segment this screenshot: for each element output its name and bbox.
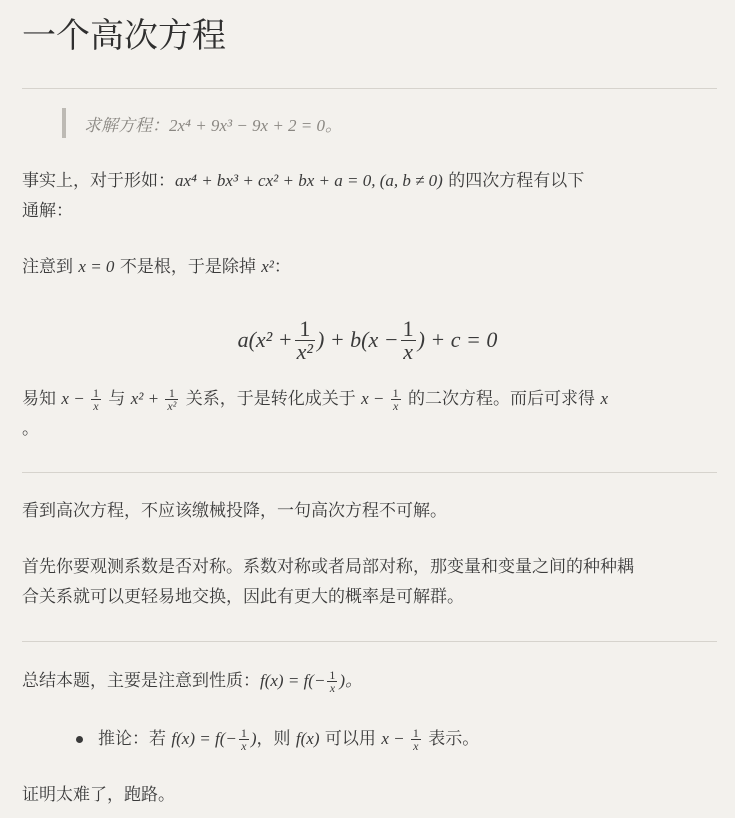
bullet-t1: 推论：若 [98,729,172,749]
property-equation-end: )。 [339,671,363,690]
para3-m3: x − [361,389,389,408]
para5-line1: 首先你要观测系数是否对称。系数对称或者局部对称，那变量和变量之间的种种耦 [22,557,634,577]
para3-m4: x [600,389,609,408]
fraction-numerator: 1 [165,387,178,400]
para1-line2: 通解： [22,201,73,221]
para2-prefix: 注意到 [22,257,79,277]
para1-prefix: 事实上，对于形如： [22,171,175,191]
bullet-m3: x − [381,729,409,748]
para3-m2: x² + [130,389,164,408]
fraction-numerator: 1 [295,318,315,341]
fraction-numerator: 1 [92,386,99,400]
fraction-numerator: 1 [412,726,419,740]
paragraph-substitution [22,384,717,444]
para5-line2: 合关系就可以更轻易地交换，因此有更大的概率是可解群。 [22,587,464,607]
paragraph-general-form [22,166,717,226]
fraction-denominator: x² [296,338,313,364]
x-equals-zero: x = 0 [78,257,115,276]
fraction-1-over-x [401,315,416,364]
display-part-2: ) + b(x − [317,327,399,352]
paragraph-closing: 证明太难了，跑路。 [22,785,175,805]
divider [22,472,717,473]
display-part-3: ) + c = 0 [417,327,498,352]
list-item [98,724,479,754]
para3-m1: x − [61,389,89,408]
quote-equation: 2x⁴ + 9x³ − 9x + 2 = 0。 [169,115,343,135]
divider [22,88,717,89]
bullet-t3: 可以用 [319,729,382,749]
small-fraction [165,387,178,412]
small-fraction [91,387,101,412]
small-fraction [239,727,249,752]
bullet-t2: ，则 [256,729,296,749]
fraction-numerator: 1 [240,726,247,740]
paragraph-symmetry [22,552,717,612]
para3-t4: 的二次方程。而后可求得 [402,389,601,409]
para2-middle: 不是根，于是除掉 [114,257,262,277]
bullet-t4: 表示。 [422,729,480,749]
fraction-denominator: x [392,399,399,413]
para1-suffix: 的四次方程有以下 [442,171,585,191]
display-equation [0,312,735,368]
para3-t1: 易知 [22,389,62,409]
quote-label: 求解方程： [84,115,169,136]
bullet-dot [76,736,83,743]
blockquote [62,108,342,138]
fraction-denominator: x [403,338,413,364]
paragraph-summary [22,666,717,696]
display-part-1: a(x² + [237,327,293,352]
fraction-denominator: x [93,399,99,413]
para3-t2: 与 [102,389,131,409]
fraction-denominator: x [329,681,336,695]
paragraph-dont-give-up: 看到高次方程，不应该缴械投降，一句高次方程不可解。 [22,501,447,521]
bullet-m1-end: ) [250,729,257,748]
fraction-numerator: 1 [392,386,399,400]
bullet-m2: f(x) [295,729,320,748]
para6-prefix: 总结本题，主要是注意到性质： [22,671,260,691]
fraction-numerator: 1 [402,315,414,341]
para3-line2: 。 [22,419,39,439]
paragraph-divide [22,252,717,282]
small-fraction [327,669,337,694]
fraction-1-over-x2 [295,315,315,364]
divider [22,641,717,642]
small-fraction [411,727,421,752]
fraction-numerator: 1 [329,668,336,682]
page-title: 一个高次方程 [22,16,226,56]
general-form-equation: ax⁴ + bx³ + cx² + bx + a = 0, (a, b ≠ 0) [175,171,443,190]
small-fraction [391,387,401,412]
fraction-denominator: x [241,739,247,753]
para2-suffix: ： [273,257,291,277]
bullet-m1: f(x) = f(− [171,729,237,748]
fraction-denominator: x² [167,399,177,413]
property-equation: f(x) = f(− [260,671,326,690]
x-squared: x² [261,257,274,276]
para3-t3: 关系，于是转化成关于 [180,389,362,409]
fraction-denominator: x [413,739,419,753]
